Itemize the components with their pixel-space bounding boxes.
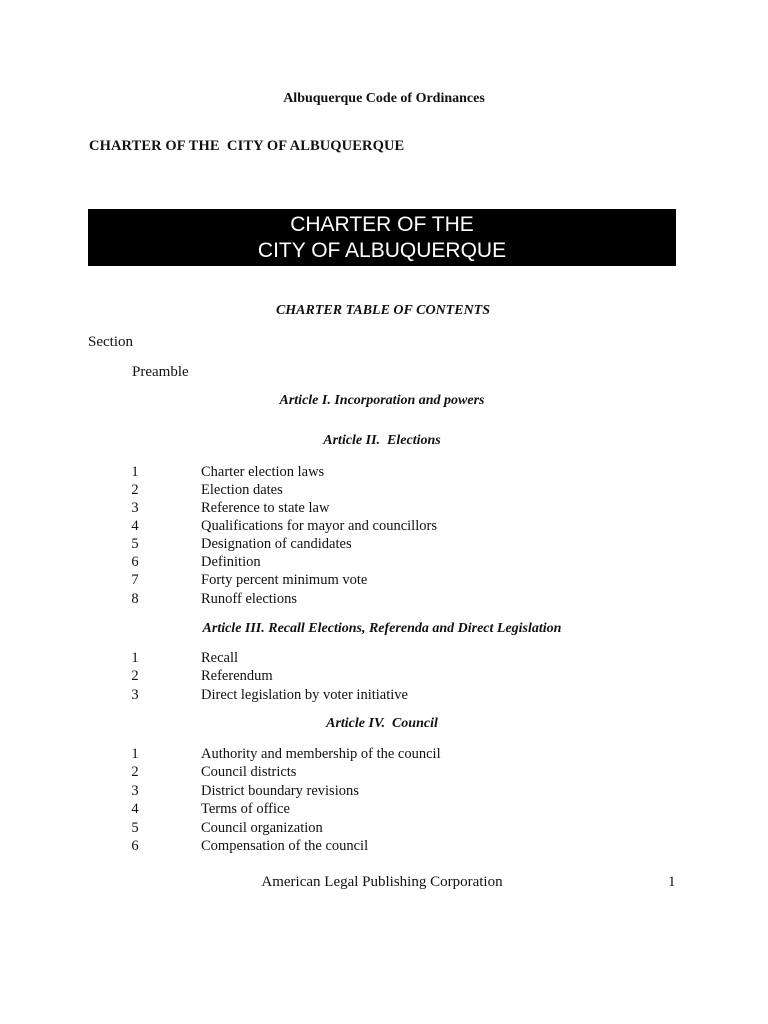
section-title: Forty percent minimum vote	[201, 572, 368, 588]
section-title: Referendum	[201, 668, 273, 684]
banner-line-1: CHARTER OF THE	[290, 213, 474, 236]
section-number: 5	[131, 820, 139, 836]
preamble-entry: Preamble	[132, 364, 189, 380]
section-number: 3	[131, 783, 139, 799]
toc-row	[0, 553, 768, 571]
section-number: 6	[131, 838, 139, 854]
toc-row	[0, 481, 768, 499]
toc-row	[0, 590, 768, 608]
toc-row	[0, 517, 768, 535]
section-title: Terms of office	[201, 801, 290, 817]
section-title: Definition	[201, 554, 261, 570]
toc-row	[0, 535, 768, 553]
toc-row	[0, 686, 768, 704]
section-number: 5	[131, 536, 139, 552]
footer-publisher: American Legal Publishing Corporation	[261, 874, 503, 890]
section-number: 4	[131, 801, 139, 817]
section-number: 1	[131, 650, 139, 666]
title-banner	[88, 209, 676, 266]
section-column-label: Section	[88, 334, 133, 350]
section-title: Council districts	[201, 764, 297, 780]
running-head: Albuquerque Code of Ordinances	[283, 91, 485, 106]
section-title: Recall	[201, 650, 239, 666]
toc-row	[0, 763, 768, 781]
section-title: Council organization	[201, 820, 323, 836]
article-heading: Article IV. Council	[326, 716, 438, 731]
section-number: 8	[131, 591, 139, 607]
toc-row	[0, 499, 768, 517]
section-number: 2	[131, 482, 139, 498]
section-number: 3	[131, 687, 139, 703]
toc-row	[0, 463, 768, 481]
section-number: 2	[131, 668, 139, 684]
toc-row	[0, 782, 768, 800]
toc-row	[0, 667, 768, 685]
article-heading: Article I. Incorporation and powers	[279, 393, 485, 408]
article-heading: Article II. Elections	[323, 433, 441, 448]
section-title: Election dates	[201, 482, 283, 498]
article-heading: Article III. Recall Elections, Referenda and Direct Legislation	[202, 621, 562, 636]
section-number: 6	[131, 554, 139, 570]
document-heading: CHARTER OF THE CITY OF ALBUQUERQUE	[89, 138, 405, 154]
section-title: Compensation of the council	[201, 838, 369, 854]
section-number: 4	[131, 518, 139, 534]
section-title: Designation of candidates	[201, 536, 352, 552]
page-number: 1	[668, 874, 676, 890]
toc-row	[0, 745, 768, 763]
toc-row	[0, 819, 768, 837]
section-title: Authority and membership of the council	[201, 746, 441, 762]
section-title: Charter election laws	[201, 464, 325, 480]
banner-line-2: CITY OF ALBUQUERQUE	[257, 239, 507, 262]
section-title: Reference to state law	[201, 500, 330, 516]
toc-row	[0, 649, 768, 667]
section-number: 1	[131, 746, 139, 762]
toc-row	[0, 571, 768, 589]
section-title: Runoff elections	[201, 591, 297, 607]
section-title: Qualifications for mayor and councillors	[201, 518, 437, 534]
section-number: 1	[131, 464, 139, 480]
section-number: 7	[131, 572, 139, 588]
toc-row	[0, 800, 768, 818]
section-number: 3	[131, 500, 139, 516]
section-title: District boundary revisions	[201, 783, 359, 799]
toc-title: CHARTER TABLE OF CONTENTS	[275, 303, 491, 318]
toc-row	[0, 837, 768, 855]
section-title: Direct legislation by voter initiative	[201, 687, 408, 703]
section-number: 2	[131, 764, 139, 780]
